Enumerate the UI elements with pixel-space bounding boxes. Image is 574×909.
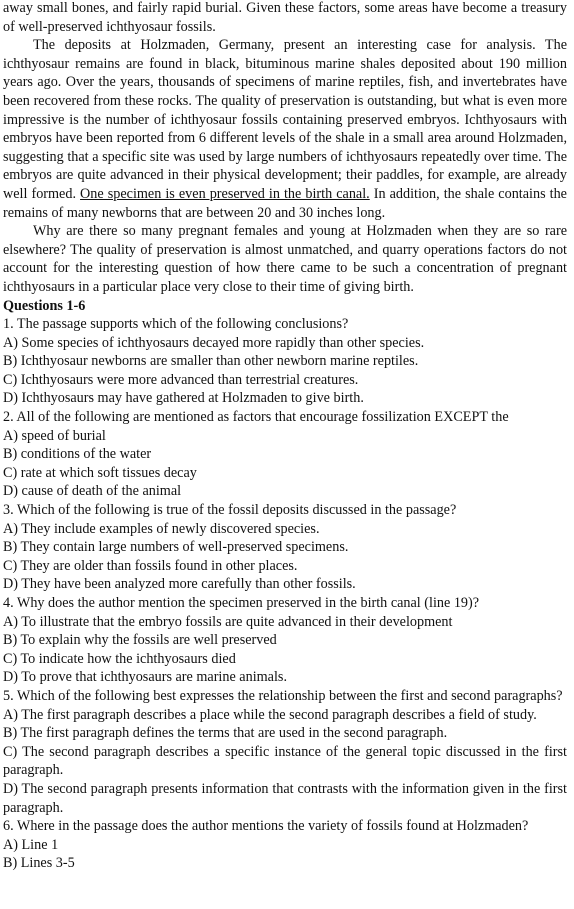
answer-option: B) To explain why the fossils are well preserved bbox=[3, 632, 277, 649]
question-6 bbox=[3, 817, 567, 873]
passage-paragraph-2-text-start: The deposits at Holzmaden, Germany, present an interesting case for analysis. The ichthyosaur remains are found in black, bituminous marine shales deposited about 190 million years ago. Over the years, thousands of specimens of marine reptiles, fish, and invertebrates have been recovered from these rocks. The quality of preservation is outstanding, but what is even more impressive is the number of ichthyosaur fossils containing preserved embryos. Ichthyosaurs with embryos have been reported from 6 different levels of the shale in a small area around Holzmaden, suggesting that a specific site was used by large numbers of ichthyosaurs repeatedly over time. The embryos are quite advanced in their physical development; their paddles, for example, are already well formed. bbox=[3, 37, 567, 202]
answer-option: B) The first paragraph defines the terms that are used in the second paragraph. bbox=[3, 725, 448, 742]
question-5 bbox=[3, 687, 567, 817]
passage-paragraph-2 bbox=[3, 36, 567, 222]
answer-option: C) They are older than fossils found in other places. bbox=[3, 557, 298, 574]
answer-option: B) Lines 3-5 bbox=[3, 855, 75, 872]
answer-option: C) To indicate how the ichthyosaurs died bbox=[3, 650, 236, 667]
question-stem: 1. The passage supports which of the following conclusions? bbox=[3, 316, 349, 333]
answer-option: D) They have been analyzed more carefully than other fossils. bbox=[3, 576, 356, 593]
question-3 bbox=[3, 501, 567, 594]
answer-option: B) They contain large numbers of well-preserved specimens. bbox=[3, 539, 349, 556]
answer-option: C) rate at which soft tissues decay bbox=[3, 464, 197, 481]
question-stem: 3. Which of the following is true of the fossil deposits discussed in the passage? bbox=[3, 502, 457, 519]
answer-option: A) To illustrate that the embryo fossils are quite advanced in their development bbox=[3, 613, 453, 630]
answer-option: D) cause of death of the animal bbox=[3, 483, 182, 500]
answer-option: A) Some species of ichthyosaurs decayed more rapidly than other species. bbox=[3, 334, 425, 351]
question-1 bbox=[3, 315, 567, 408]
question-4 bbox=[3, 594, 567, 687]
passage-paragraph-3: Why are there so many pregnant females and young at Holzmaden when they are so rare elsewhere? The quality of preservation is almost unmatched, and quarry operations factors do not account for the interesting question of how there came to be such a concentration of pregnant ichthyosaurs in a particular place very close to their time of giving birth. bbox=[3, 223, 567, 295]
answer-option: C) The second paragraph describes a specific instance of the general topic discussed in the first paragraph. bbox=[3, 743, 567, 779]
answer-option: A) They include examples of newly discovered species. bbox=[3, 520, 320, 537]
answer-option: B) conditions of the water bbox=[3, 446, 152, 463]
birth-canal-sentence: One specimen is even preserved in the birth canal. bbox=[80, 185, 370, 202]
answer-option: B) Ichthyosaur newborns are smaller than other newborn marine reptiles. bbox=[3, 353, 419, 370]
answer-option: D) Ichthyosaurs may have gathered at Holzmaden to give birth. bbox=[3, 390, 364, 407]
answer-option: A) The first paragraph describes a place while the second paragraph describes a field of study. bbox=[3, 706, 537, 723]
question-stem: 5. Which of the following best expresses the relationship between the first and second paragraphs? bbox=[3, 687, 563, 704]
question-stem: 4. Why does the author mention the specimen preserved in the birth canal (line 19)? bbox=[3, 595, 480, 611]
passage-paragraph-2-text-end: In addition, the shale contains the remains of many newborns that are between 20 and 30 inches long. bbox=[3, 185, 567, 221]
document-page bbox=[3, 0, 567, 873]
answer-option: D) The second paragraph presents information that contrasts with the information given in the first paragraph. bbox=[3, 780, 567, 816]
passage-paragraph-1: away small bones, and fairly rapid burial. Given these factors, some areas have become a treasury of well-preserved ichthyosaur fossils. bbox=[3, 0, 567, 35]
question-stem: 6. Where in the passage does the author mentions the variety of fossils found at Holzmaden? bbox=[3, 818, 529, 835]
answer-option: A) speed of burial bbox=[3, 427, 106, 444]
question-2 bbox=[3, 408, 567, 501]
answer-option: A) Line 1 bbox=[3, 836, 59, 853]
answer-option: D) To prove that ichthyosaurs are marine animals. bbox=[3, 669, 287, 686]
questions-heading: Questions 1-6 bbox=[3, 297, 86, 314]
question-stem: 2. All of the following are mentioned as factors that encourage fossilization EXCEPT the bbox=[3, 409, 509, 426]
answer-option: C) Ichthyosaurs were more advanced than terrestrial creatures. bbox=[3, 371, 359, 388]
